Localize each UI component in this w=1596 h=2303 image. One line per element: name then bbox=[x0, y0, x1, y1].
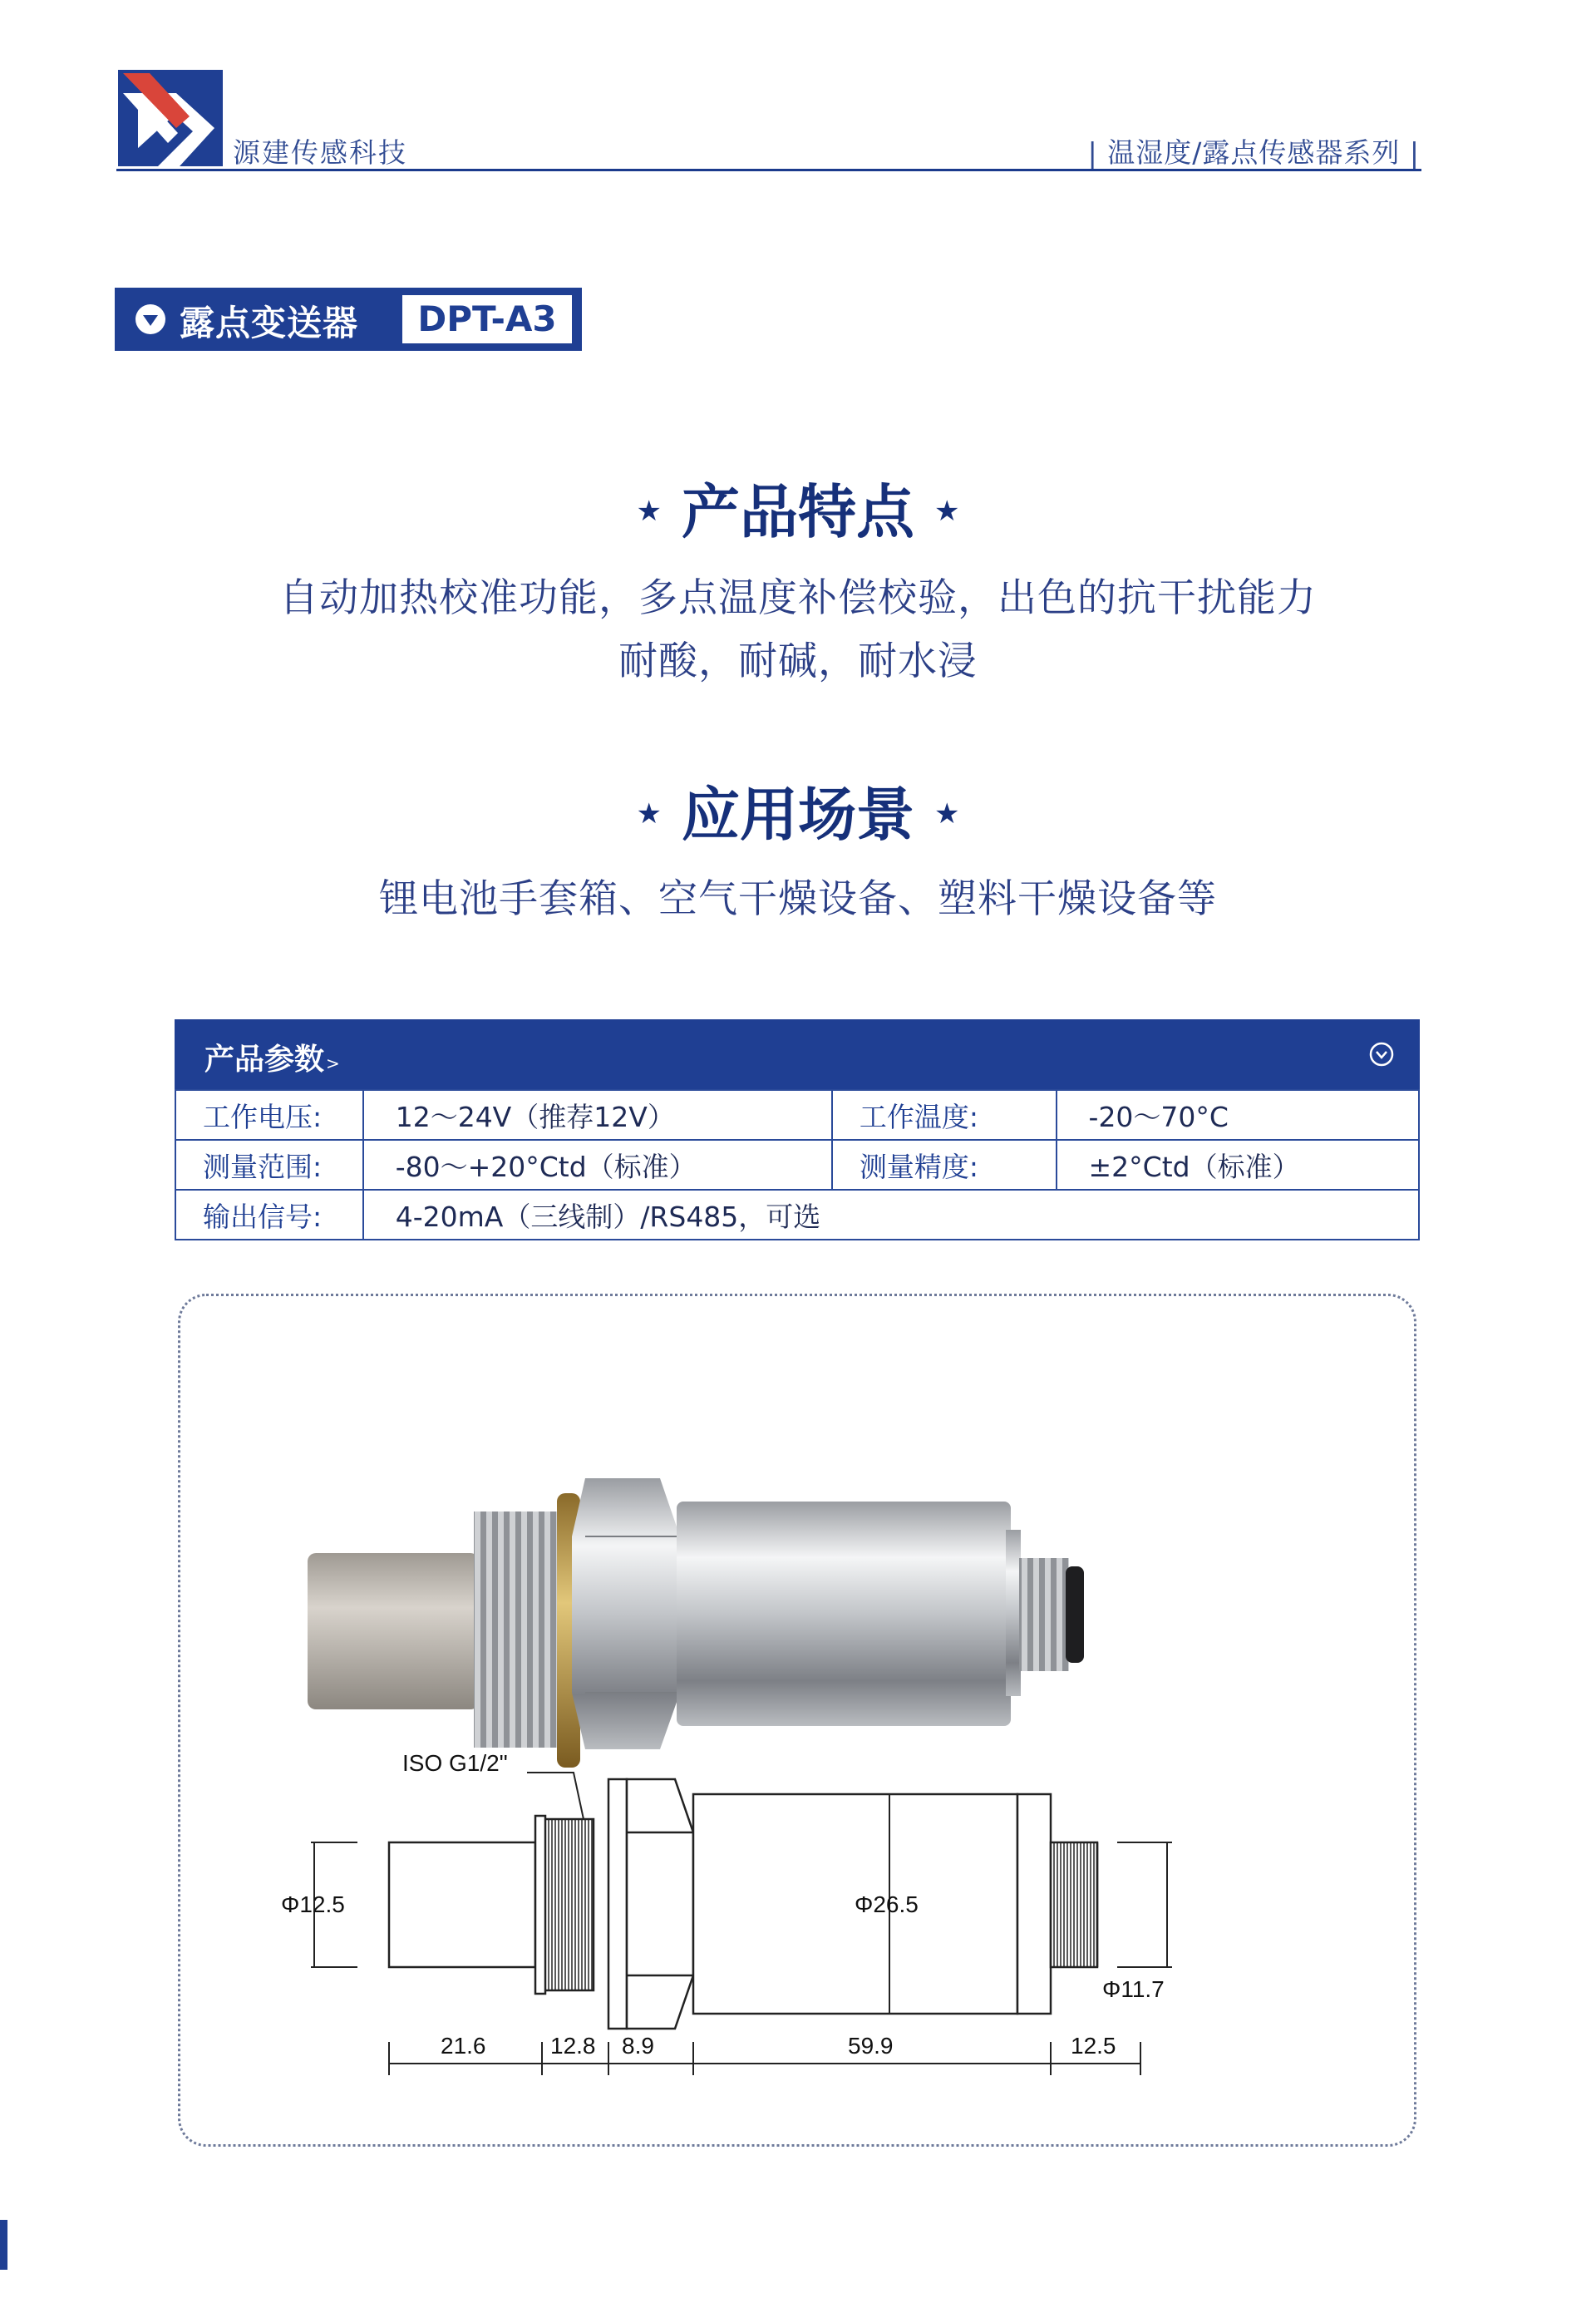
param-value: 4-20mA（三线制）/RS485，可选 bbox=[363, 1190, 1419, 1240]
param-value: -20～70°C bbox=[1057, 1090, 1419, 1140]
thread-length: 12.8 bbox=[550, 2033, 596, 2059]
brand-name: 源建传感科技 bbox=[233, 136, 407, 169]
param-key: 工作温度: bbox=[832, 1090, 1057, 1140]
product-photo bbox=[308, 1478, 1084, 1768]
star-icon: ★ bbox=[934, 494, 960, 528]
param-value: -80～+20°Ctd（标准） bbox=[363, 1140, 832, 1190]
params-title bbox=[204, 1036, 340, 1078]
star-icon: ★ bbox=[934, 796, 960, 831]
params-header bbox=[175, 1019, 1420, 1089]
params-arrow: > bbox=[326, 1053, 340, 1073]
company-logo bbox=[116, 68, 224, 168]
applications-title: 应用场景 bbox=[682, 781, 914, 849]
features-line-2: 耐酸，耐碱，耐水浸 bbox=[618, 639, 978, 684]
body-diameter: Φ26.5 bbox=[855, 1891, 919, 1917]
chevron-down-circle-icon bbox=[135, 303, 166, 335]
connector-length: 12.5 bbox=[1071, 2033, 1116, 2059]
probe-diameter: Φ12.5 bbox=[281, 1891, 345, 1917]
thread-spec: ISO G1/2" bbox=[402, 1750, 508, 1776]
product-illustration bbox=[178, 1294, 1416, 2147]
table-row bbox=[175, 1140, 1419, 1190]
param-key: 测量范围: bbox=[175, 1140, 363, 1190]
expand-toggle-icon[interactable] bbox=[1368, 1041, 1395, 1068]
connector-diameter: Φ11.7 bbox=[1102, 1976, 1165, 2002]
param-value: 12～24V（推荐12V） bbox=[363, 1090, 832, 1140]
nut-length: 8.9 bbox=[622, 2033, 654, 2059]
features-heading bbox=[0, 466, 1596, 550]
page-edge-marker bbox=[0, 2220, 7, 2270]
product-name: 露点变送器 bbox=[180, 303, 359, 343]
body-length: 59.9 bbox=[848, 2033, 894, 2059]
param-key: 输出信号: bbox=[175, 1190, 363, 1240]
table-row bbox=[175, 1190, 1419, 1240]
dimension-drawing bbox=[389, 1779, 1097, 2029]
param-value: ±2°Ctd（标准） bbox=[1057, 1140, 1419, 1190]
star-icon: ★ bbox=[636, 494, 662, 528]
applications-heading bbox=[0, 768, 1596, 852]
param-key: 测量精度: bbox=[832, 1140, 1057, 1190]
star-icon: ★ bbox=[636, 796, 662, 831]
probe-length: 21.6 bbox=[441, 2033, 486, 2059]
features-line-1: 自动加热校准功能，多点温度补偿校验，出色的抗干扰能力 bbox=[279, 575, 1317, 621]
table-row bbox=[175, 1090, 1419, 1140]
features-title: 产品特点 bbox=[682, 478, 914, 546]
param-key: 工作电压: bbox=[175, 1090, 363, 1140]
params-table bbox=[175, 1089, 1420, 1240]
params-title-text: 产品参数 bbox=[204, 1043, 325, 1077]
product-model: DPT-A3 bbox=[402, 295, 572, 343]
applications-line-1: 锂电池手套箱、空气干燥设备、塑料干燥设备等 bbox=[379, 876, 1217, 922]
header-divider bbox=[116, 169, 1421, 171]
series-label: | 温湿度/露点传感器系列 | bbox=[1087, 136, 1420, 169]
